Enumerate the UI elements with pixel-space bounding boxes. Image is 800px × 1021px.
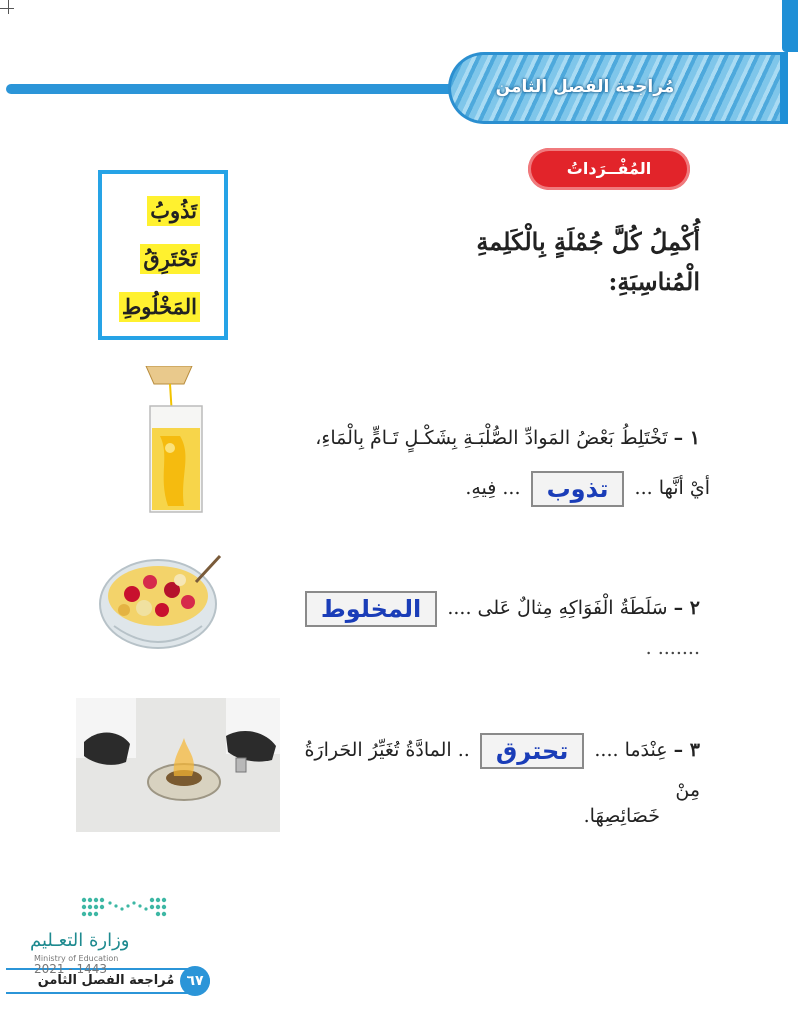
ministry-name-arabic: وزارة التعـليم bbox=[30, 930, 130, 951]
question-2-before: سَلَطَةُ الْفَوَاكِهِ مِثالٌ عَلى .... bbox=[447, 597, 668, 619]
question-1-after: ... فِيهِ. bbox=[465, 477, 521, 499]
vocabulary-badge: المُفْــرَداتُ bbox=[528, 148, 690, 190]
page-edge-tab bbox=[782, 0, 798, 52]
word-bank-item: المَخْلُوطِ bbox=[119, 292, 200, 322]
question-1-before: أيْ أنَّها ... bbox=[634, 477, 710, 499]
question-1-line-1 bbox=[260, 420, 700, 456]
dissolving-glass-image bbox=[140, 366, 212, 514]
word-bank-item: تَحْتَرِقُ bbox=[140, 244, 200, 274]
question-1-number: ١ – bbox=[673, 427, 700, 449]
instruction-heading: أُكْمِلُ كُلَّ جُمْلَةٍ بِالْكَلِمةِ الْمُناسِبَةِ: bbox=[476, 227, 700, 296]
footer-chapter-title: مُراجعة الفصل الثامن bbox=[37, 973, 175, 988]
word-bank-item: تَذُوبُ bbox=[147, 196, 200, 226]
question-1-line-2 bbox=[260, 468, 710, 508]
question-3-before: عِنْدَما .... bbox=[594, 739, 668, 761]
chapter-review-title: مُراجعة الفصل الثامن bbox=[495, 77, 675, 97]
page-number: ٦٧ bbox=[180, 966, 210, 996]
word-bank bbox=[98, 170, 228, 340]
ministry-name-english: Ministry of Education bbox=[34, 954, 119, 963]
question-3-line-2: خَصَائِصِهَا. bbox=[583, 805, 660, 827]
header-rule bbox=[6, 84, 466, 94]
fruit-salad-image bbox=[96, 552, 222, 660]
crop-mark bbox=[0, 8, 14, 9]
header-edge-bar bbox=[780, 52, 788, 124]
question-3-answer[interactable]: تحترق bbox=[480, 733, 585, 769]
question-3-line-1 bbox=[300, 730, 700, 801]
crop-mark bbox=[8, 0, 9, 14]
question-3-number: ٣ – bbox=[673, 739, 700, 761]
question-2-answer[interactable]: المخلوط bbox=[305, 591, 437, 627]
edition-year: 2021 - 1443 bbox=[34, 962, 108, 976]
question-2-number: ٢ – bbox=[673, 597, 700, 619]
ministry-logo-icon bbox=[80, 894, 170, 920]
question-2-after: ....... . bbox=[645, 637, 700, 659]
question-1-text: تَخْتَلِطُ بَعْضُ المَوادِّ الصُّلْبَـةِ بِشَكْـلٍ تَـامٍّ بِالْمَاءِ، bbox=[315, 427, 668, 449]
burning-substance-image bbox=[76, 698, 280, 832]
question-2-line bbox=[270, 588, 700, 659]
question-3-after: .. المادَّةُ تُغَيِّرُ الحَرارَةُ مِنْ bbox=[304, 739, 700, 801]
question-1-answer[interactable]: تذوب bbox=[531, 471, 625, 507]
